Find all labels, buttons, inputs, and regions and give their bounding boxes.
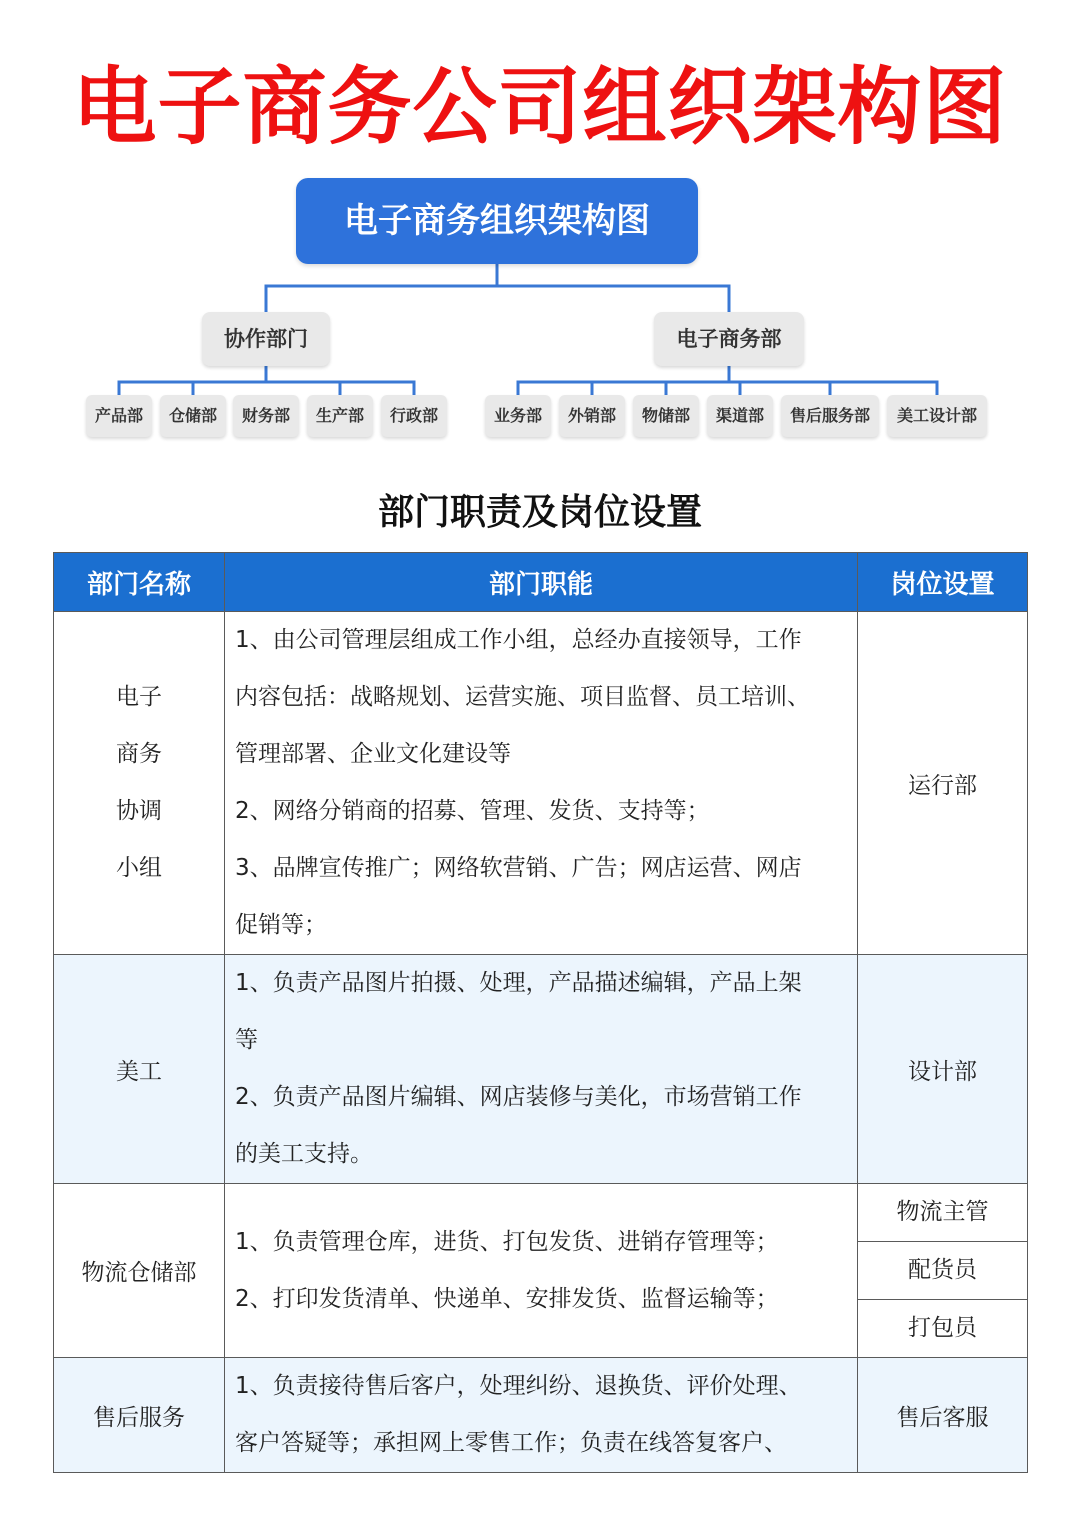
org-leaf-channel: 渠道部 <box>707 395 773 437</box>
table-row <box>54 955 1028 1184</box>
function-line: 1、负责产品图片拍摄、处理，产品描述编辑，产品上架 <box>235 970 802 996</box>
table-row <box>54 1184 1028 1358</box>
table-row <box>54 612 1028 955</box>
dept-function-cell <box>225 955 858 1184</box>
dept-name-cell <box>54 612 225 955</box>
header-dept-name: 部门名称 <box>54 553 225 612</box>
org-node-collab-dept: 协作部门 <box>202 312 330 366</box>
org-leaf-business: 业务部 <box>485 395 551 437</box>
function-line: 3、品牌宣传推广；网络软营销、广告；网店运营、网店 <box>235 855 802 881</box>
position-cell: 运行部 <box>858 612 1028 955</box>
dept-name-cell: 美工 <box>54 955 225 1184</box>
function-line: 客户答疑等；承担网上零售工作；负责在线答复客户、 <box>235 1430 787 1456</box>
function-line: 等 <box>235 1027 258 1053</box>
section-title: 部门职责及岗位设置 <box>377 492 702 533</box>
header-dept-function: 部门职能 <box>225 553 858 612</box>
dept-function-cell <box>225 1358 858 1473</box>
position-cell: 售后客服 <box>858 1358 1028 1473</box>
org-root-node: 电子商务组织架构图 <box>296 178 698 264</box>
dept-name-cell: 物流仓储部 <box>54 1184 225 1358</box>
function-line: 2、负责产品图片编辑、网店装修与美化，市场营销工作 <box>235 1084 802 1110</box>
org-leaf-finance: 财务部 <box>233 395 299 437</box>
function-line: 管理部署、企业文化建设等 <box>235 741 511 767</box>
org-leaf-admin: 行政部 <box>381 395 447 437</box>
org-leaf-logistics: 物储部 <box>633 395 699 437</box>
header-positions: 岗位设置 <box>858 553 1028 612</box>
dept-name-line: 电子 <box>116 684 162 710</box>
org-chart <box>0 0 1080 460</box>
org-leaf-warehouse: 仓储部 <box>160 395 226 437</box>
dept-name-line: 商务 <box>116 741 162 767</box>
org-leaf-production: 生产部 <box>307 395 373 437</box>
org-leaf-export: 外销部 <box>559 395 625 437</box>
position-item: 物流主管 <box>858 1184 1027 1242</box>
dept-function-cell <box>225 612 858 955</box>
dept-name-cell: 售后服务 <box>54 1358 225 1473</box>
dept-name-line: 小组 <box>116 855 162 881</box>
dept-function-cell <box>225 1184 858 1358</box>
function-line: 1、负责管理仓库，进货、打包发货、进销存管理等； <box>235 1228 779 1255</box>
position-item: 打包员 <box>908 1315 977 1341</box>
duty-table <box>53 552 1028 1473</box>
table-row <box>54 1358 1028 1473</box>
function-line: 1、负责接待售后客户，处理纠纷、退换货、评价处理、 <box>235 1373 802 1399</box>
page-title: 电子商务公司组织架构图 <box>72 58 1008 156</box>
function-line: 1、由公司管理层组成工作小组，总经办直接领导，工作 <box>235 627 802 653</box>
function-line: 促销等； <box>235 912 327 938</box>
function-line: 内容包括：战略规划、运营实施、项目监督、员工培训、 <box>235 684 810 710</box>
dept-name-line: 协调 <box>116 798 162 824</box>
function-line: 的美工支持。 <box>235 1141 373 1167</box>
position-item: 配货员 <box>858 1242 1027 1300</box>
org-leaf-design: 美工设计部 <box>887 395 987 437</box>
org-leaf-product: 产品部 <box>86 395 152 437</box>
position-cell <box>858 1184 1028 1358</box>
function-line: 2、网络分销商的招募、管理、发货、支持等； <box>235 798 710 824</box>
org-node-ecommerce-dept: 电子商务部 <box>654 312 804 366</box>
function-line: 2、打印发货清单、快递单、安排发货、监督运输等； <box>235 1285 779 1312</box>
table-header-row <box>54 553 1028 612</box>
org-leaf-after-sales: 售后服务部 <box>781 395 879 437</box>
position-cell: 设计部 <box>858 955 1028 1184</box>
